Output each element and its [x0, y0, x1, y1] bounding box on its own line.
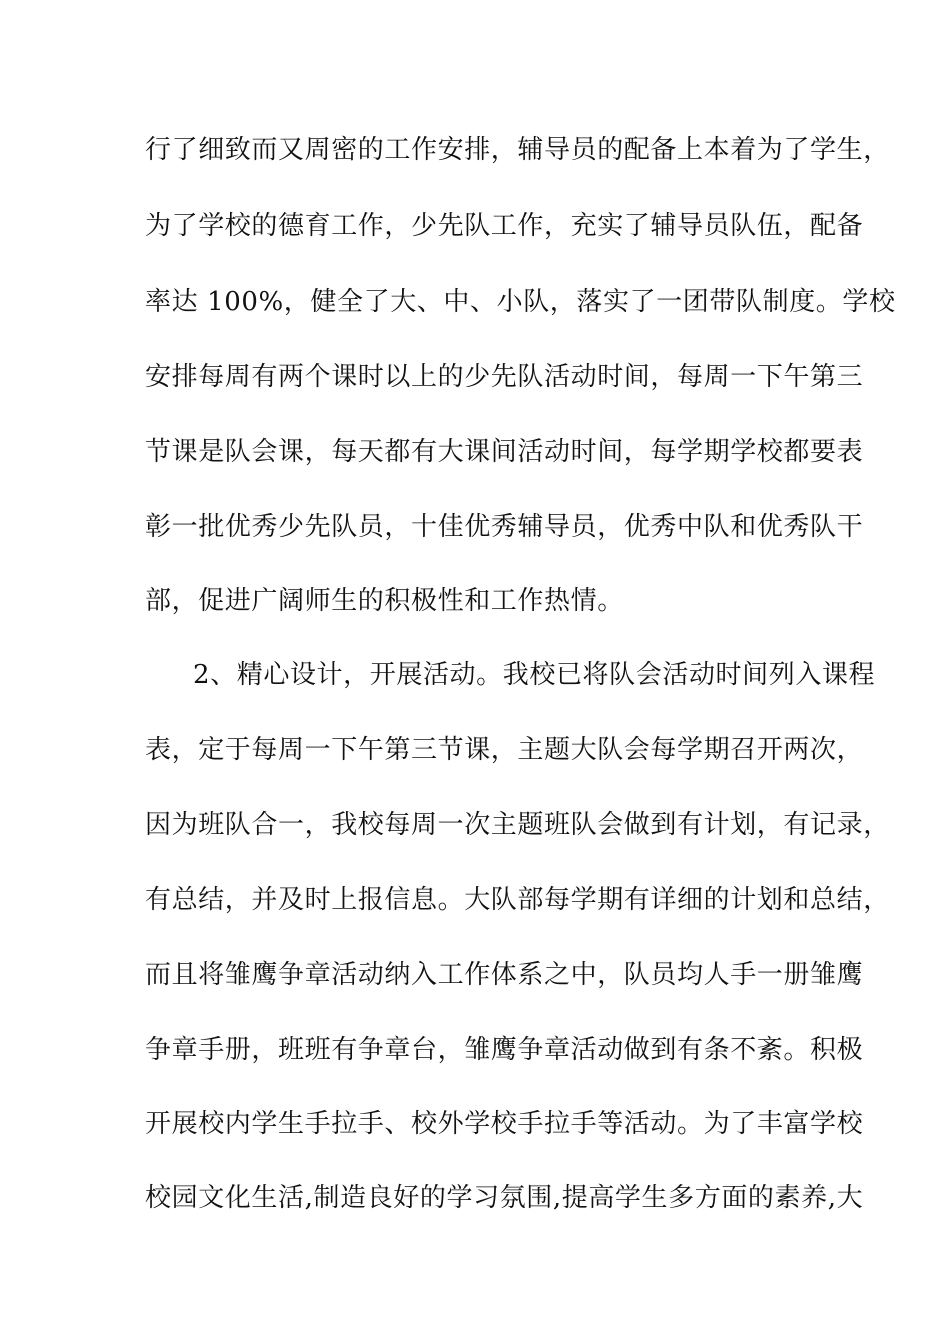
text-line: 开展校内学生手拉手、校外学校手拉手等活动。为了丰富学校	[145, 1109, 864, 1139]
text-line: 争章手册，班班有争章台，雏鹰争章活动做到有条不紊。积极	[145, 1035, 864, 1065]
text-line: 彰一批优秀少先队员，十佳优秀辅导员，优秀中队和优秀队干	[145, 512, 864, 542]
text-line: 率达 100%，健全了大、中、小队，落实了一团带队制度。学校	[145, 287, 896, 317]
text-line: 部，促进广阔师生的积极性和工作热情。	[145, 586, 624, 616]
text-line: 因为班队合一，我校每周一次主题班队会做到有计划，有记录，	[145, 810, 890, 840]
text-line: 而且将雏鹰争章活动纳入工作体系之中，队员均人手一册雏鹰	[145, 960, 864, 990]
text-line: 表，定于每周一下午第三节课，主题大队会每学期召开两次，	[145, 735, 864, 765]
text-line: 有总结，并及时上报信息。大队部每学期有详细的计划和总结，	[145, 885, 890, 915]
text-line: 校园文化生活,制造良好的学习氛围,提高学生多方面的素养,大	[145, 1183, 864, 1213]
text-line: 节课是队会课，每天都有大课间活动时间，每学期学校都要表	[145, 437, 864, 467]
text-line: 为了学校的德育工作，少先队工作，充实了辅导员队伍，配备	[145, 211, 864, 241]
text-line: 行了细致而又周密的工作安排，辅导员的配备上本着为了学生，	[145, 135, 890, 165]
paragraph-first-line: 2、精心设计，开展活动。我校已将队会活动时间列入课程	[193, 660, 876, 690]
text-line: 安排每周有两个课时以上的少先队活动时间，每周一下午第三	[145, 362, 864, 392]
